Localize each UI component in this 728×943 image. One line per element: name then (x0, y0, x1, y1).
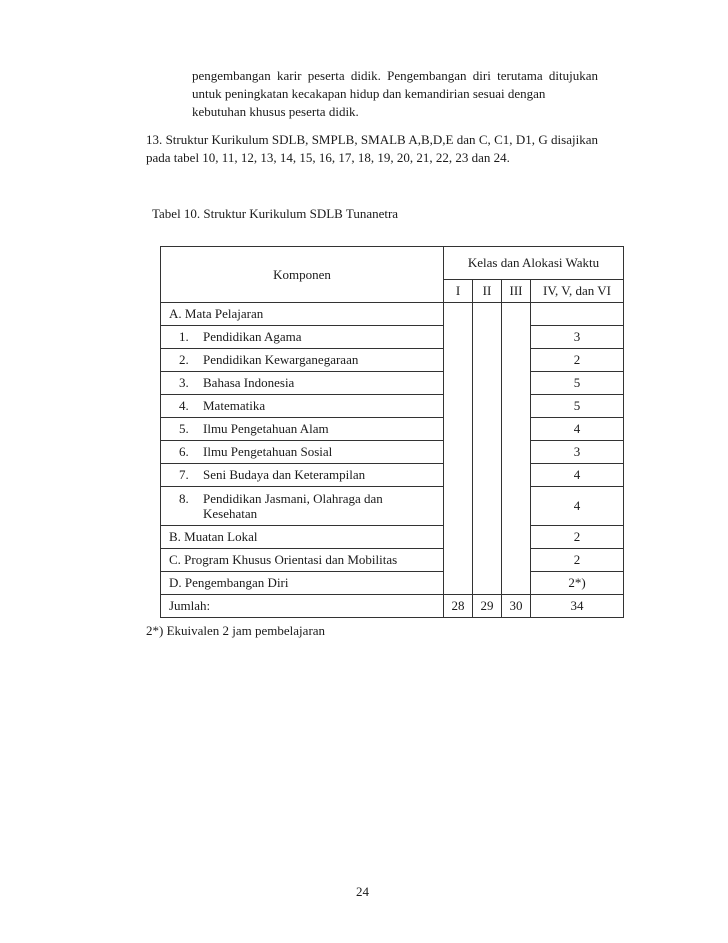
table-row-label: 2. Pendidikan Kewarganegaraan (161, 349, 444, 372)
table-row-value: 4 (531, 487, 624, 526)
section-d-label: D. Pengembangan Diri (161, 572, 444, 595)
paragraph-line: pengembangan karir peserta didik. Pengembangan diri terutama ditujukan (192, 68, 598, 83)
table-row-label: 6. Ilmu Pengetahuan Sosial (161, 441, 444, 464)
total-label: Jumlah: (161, 595, 444, 618)
section-c-value: 2 (531, 549, 624, 572)
table-row-value: 5 (531, 372, 624, 395)
table-row-label: 8. Pendidikan Jasmani, Olahraga dan Kesehatan (161, 487, 444, 526)
curriculum-table (160, 246, 624, 618)
header-kelas: Kelas dan Alokasi Waktu (444, 247, 624, 280)
table-row-value: 3 (531, 441, 624, 464)
section-b-value: 2 (531, 526, 624, 549)
table-row-label: 3. Bahasa Indonesia (161, 372, 444, 395)
table-row-label: 7. Seni Budaya dan Keterampilan (161, 464, 444, 487)
table-row-label: 5. Ilmu Pengetahuan Alam (161, 418, 444, 441)
section-b-label: B. Muatan Lokal (161, 526, 444, 549)
section-d-value: 2*) (531, 572, 624, 595)
total-value: 30 (502, 595, 531, 618)
paragraph-line: untuk peningkatan kecakapan hidup dan kemandirian sesuai dengan (192, 86, 546, 101)
subheader-cell: I (444, 280, 473, 303)
subheader-cell: III (502, 280, 531, 303)
subheader-cell: IV, V, dan VI (531, 280, 624, 303)
subheader-cell: II (473, 280, 502, 303)
section-a-label: A. Mata Pelajaran (161, 303, 444, 326)
total-value: 28 (444, 595, 473, 618)
section-c-label: C. Program Khusus Orientasi dan Mobilitas (161, 549, 444, 572)
table-row-value: 5 (531, 395, 624, 418)
list-number: 13. (146, 132, 163, 147)
table-row-label: 1. Pendidikan Agama (161, 326, 444, 349)
footnote: 2*) Ekuivalen 2 jam pembelajaran (146, 623, 326, 638)
total-value: 34 (531, 595, 624, 618)
table-row-label: 4. Matematika (161, 395, 444, 418)
paragraph-line: kebutuhan khusus peserta didik. (192, 104, 359, 119)
table-row-value: 4 (531, 418, 624, 441)
paragraph-13 (146, 131, 598, 167)
total-value: 29 (473, 595, 502, 618)
paragraph-continuation (192, 67, 598, 121)
table-row-value: 4 (531, 464, 624, 487)
header-komponen: Komponen (161, 247, 444, 303)
table-caption: Tabel 10. Struktur Kurikulum SDLB Tunanetra (152, 206, 399, 221)
table-row-value: 3 (531, 326, 624, 349)
paragraph-text: Struktur Kurikulum SDLB, SMPLB, SMALB A,B,D,E dan C, C1, D1, G disajikan pada tabel 10, 11, 12, 13, 14, 15, 16, 17, 18, 19, 20, 21, 22, 23 dan 24. (146, 132, 598, 165)
table-row-value: 2 (531, 349, 624, 372)
page-number: 24 (356, 884, 369, 899)
